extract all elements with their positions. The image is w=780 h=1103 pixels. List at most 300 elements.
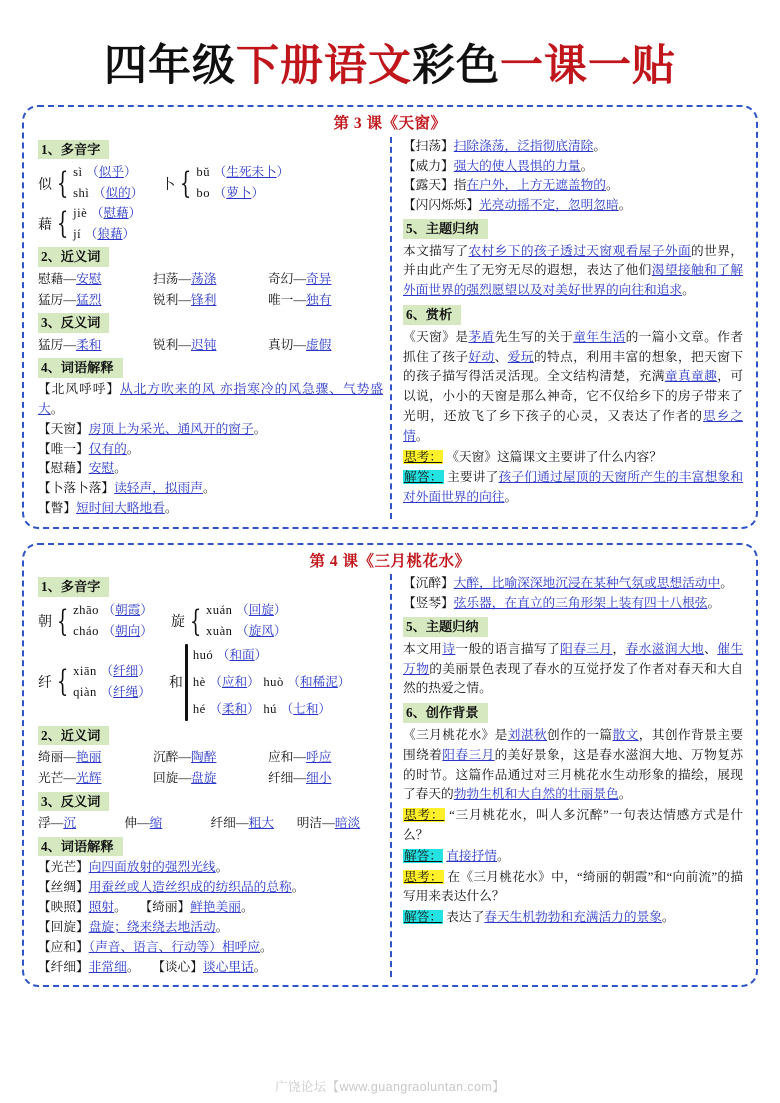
highlighted-text: 好动 [468, 349, 495, 364]
explanation-definition: 在户外，上方无遮盖物的 [466, 178, 606, 193]
pinyin: jiè [73, 205, 91, 220]
pinyin: huò [259, 674, 288, 689]
polyphone-reading [196, 165, 289, 181]
lesson2-left-column [32, 574, 390, 977]
highlighted-text: 童真童趣 [664, 369, 718, 384]
brace-glyph: { [56, 603, 69, 639]
word-source: 回旋— [152, 770, 192, 785]
explanation-term: 【回旋】 [38, 919, 89, 934]
pinyin: hú [259, 702, 281, 717]
explanation-period: 。 [114, 900, 127, 915]
explanation-definition: 向四面放射的强烈光线 [88, 860, 216, 875]
example-word: （似的） [92, 186, 144, 201]
brace-glyph: { [180, 165, 192, 201]
pinyin: sì [73, 165, 87, 180]
question-line [403, 806, 743, 846]
explanation-period: 。 [720, 576, 733, 591]
word-pair [153, 768, 268, 789]
highlighted-text: 农村乡下的孩子透过天窗观看屋子外面 [468, 243, 692, 258]
plain-text: ，可以说，小小的天窗是那么神奇，它不仅给乡下的房子带来了光明，还放飞了乡下孩子的心灵，又表达了作者的 [403, 369, 744, 424]
explanation-term: 【映照】 [38, 900, 89, 915]
explanation-definition: 安慰 [88, 461, 115, 476]
explanation-list-continued [403, 574, 743, 614]
word-pair [124, 813, 210, 834]
word-target: 缩 [149, 816, 163, 831]
plain-text: 。 [661, 910, 675, 925]
word-source: 猛厉— [38, 337, 77, 352]
polyphone-reading [73, 603, 153, 619]
plain-text: 。 [496, 848, 510, 863]
lesson-title: 第 3 课《天窗》 [333, 115, 447, 133]
word-source: 锐利— [152, 292, 192, 307]
word-explanation [403, 176, 743, 196]
word-pair [153, 747, 268, 768]
word-source: 奇幻— [267, 272, 307, 287]
answer-label: 解答： [404, 848, 443, 863]
pinyin: bǔ [196, 165, 214, 180]
highlighted-text: 孩子们通过屋顶的天窗所产生的丰富想象和对外面世界的向往 [403, 470, 744, 505]
polyphone-entry [161, 165, 289, 201]
plain-text: 。 [618, 787, 632, 802]
section-header-theme: 5、主题归纳 [403, 219, 488, 239]
word-pair [297, 813, 383, 834]
example-word: （纤绳） [100, 684, 151, 699]
word-source: 伸— [124, 816, 150, 831]
word-source: 纤细— [210, 816, 249, 831]
example-word: （似乎） [86, 165, 137, 180]
word-explanation [38, 459, 383, 479]
word-source: 应和— [267, 750, 307, 765]
explanation-definition: （声音、语言、行动等）相呼应 [88, 939, 261, 954]
pinyin: xuán [205, 603, 237, 618]
plain-text: 先生写的关于 [494, 329, 574, 344]
explanation-period: 。 [215, 860, 229, 875]
explanation-term: 【应和】 [38, 939, 89, 954]
polyphone-character: 朝 [38, 615, 52, 631]
explanation-period: 。 [202, 481, 216, 496]
word-explanation [403, 594, 743, 614]
pinyin: xuàn [205, 623, 237, 638]
explanation-term: 【谈心】 [152, 959, 203, 974]
explanation-term: 【威力】 [403, 158, 454, 173]
plain-text: 的美好景象，这是春水滋润大地、万物复苏的时节。这篇作品通过对三月桃花水生动形象的描绘，展现了春天的 [403, 747, 744, 802]
polyphone-character: 旋 [170, 615, 185, 631]
polyphone-reading [73, 685, 151, 701]
example-word: （慰藉） [90, 205, 142, 220]
section-header-synonym: 2、近义词 [38, 247, 109, 267]
explanation-definition: 强大的使人畏惧的力量 [453, 158, 581, 173]
polyphone-entry [38, 165, 143, 201]
word-target: 暗淡 [334, 816, 361, 831]
example-word: （朝霞） [102, 603, 153, 618]
word-target: 独有 [306, 292, 332, 307]
word-explanation [38, 440, 383, 460]
title-segment: 下册语文 [236, 43, 412, 90]
explanation-term: 【竖琴】 [403, 596, 454, 611]
explanation-definition: 短时间大略地看 [76, 501, 165, 516]
polyphone-entry [171, 603, 287, 639]
example-word: （狼藉） [84, 226, 136, 241]
plain-text: 表达了 [446, 910, 485, 925]
word-source: 纤细— [267, 770, 307, 785]
explanation-term: 【北风呼呼】 [38, 382, 121, 397]
explanation-term: 【扫荡】 [403, 138, 454, 153]
highlighted-text: 催生万物 [403, 641, 744, 676]
word-pair [268, 768, 383, 789]
pinyin: xiān [73, 663, 101, 678]
think-label: 思考： [404, 808, 445, 823]
word-source: 浮— [38, 816, 64, 831]
word-target: 光辉 [76, 770, 102, 785]
word-source: 光芒— [38, 770, 77, 785]
pinyin: hé [192, 702, 210, 717]
explanation-definition: 扫除涤荡，泛指彻底清除 [453, 138, 594, 153]
plain-text: 的美丽景色表现了春水的互觉抒发了作者对春天和大自然的热爱之情。 [403, 661, 744, 696]
highlighted-text: 童年生活 [573, 329, 626, 344]
plain-text: 、 [494, 349, 508, 364]
plain-text: 主要讲了 [447, 470, 499, 485]
plain-text: 。 [682, 283, 695, 298]
word-source: 真切— [267, 337, 307, 352]
explanation-definition: 鲜艳美丽 [190, 900, 241, 915]
think-label: 思考： [404, 449, 443, 464]
polyphone-character: 藉 [38, 218, 52, 234]
section-header-analysis: 6、创作背景 [403, 703, 488, 723]
word-explanation [403, 196, 743, 216]
word-source: 扫荡— [152, 272, 192, 287]
word-explanation [403, 574, 743, 594]
explanation-period: 。 [253, 959, 267, 974]
pinyin: zhāo [73, 603, 103, 618]
explanation-term: 【沉醉】 [403, 576, 454, 591]
polyphone-row [38, 603, 383, 639]
word-source: 绮丽— [38, 750, 77, 765]
word-target: 粗大 [248, 816, 274, 831]
explanation-definition: 非常细 [88, 959, 127, 974]
example-word: （和面） [216, 647, 268, 662]
answer-line [403, 468, 743, 508]
polyphone-reading [73, 624, 153, 640]
synonym-list [38, 269, 383, 310]
word-target: 猛烈 [76, 292, 102, 307]
word-explanation-row [38, 958, 383, 978]
word-pair [268, 290, 383, 311]
pinyin: shì [73, 186, 93, 201]
explanation-definition: 弦乐器，在直立的三角形架上装有四十八根弦 [453, 596, 708, 611]
lesson1-right-column [390, 137, 748, 519]
word-pair [38, 269, 153, 290]
plain-text: 的世界，并由此产生了无穷无尽的遐想，表达了他们 [403, 243, 744, 278]
word-explanation [38, 878, 383, 898]
pinyin: bo [196, 186, 214, 201]
explanation-definition: 读轻声，拟雨声 [114, 481, 203, 496]
analysis-paragraph [403, 726, 743, 805]
polyphone-row [38, 206, 383, 242]
highlighted-text: 春水滋润大地 [625, 641, 705, 656]
pinyin: hè [192, 674, 210, 689]
word-explanation [38, 858, 383, 878]
highlighted-text: 勃勃生机和大自然的壮丽景色 [453, 787, 619, 802]
plain-text: 在《三月桃花水》中，“绮丽的朝霞”和“向前流”的描写用来表达什么？ [403, 869, 744, 904]
word-pair [38, 813, 124, 834]
plain-text: 创作的一篇 [547, 727, 613, 742]
theme-paragraph [403, 242, 743, 301]
synonym-list [38, 747, 383, 788]
example-word: （纤细） [100, 663, 151, 678]
polyphone-reading [73, 206, 141, 222]
word-explanation [403, 157, 743, 177]
polyphone-entry-he [169, 644, 351, 721]
polyphone-reading [196, 186, 289, 202]
explanation-definition: 用蚕丝或人造丝织成的纺织品的总称 [88, 880, 292, 895]
plain-text: 本文用 [403, 641, 443, 656]
plain-text: 《天窗》是 [403, 329, 469, 344]
polyphone-reading [193, 647, 351, 663]
polyphone-row [38, 644, 383, 721]
word-explanation-row [38, 898, 383, 918]
word-pair [38, 768, 153, 789]
title-segment: 四年级 [104, 43, 236, 90]
explanation-term: 【光芒】 [38, 860, 89, 875]
polyphone-group [38, 603, 383, 721]
word-source: 明洁— [296, 816, 335, 831]
polyphone-character: 纤 [38, 676, 52, 692]
word-target: 沉 [63, 816, 77, 831]
plain-text: 一般的语言描写了 [455, 641, 561, 656]
polyphone-reading [206, 603, 287, 619]
explanation-term: 【露天】 [403, 178, 454, 193]
page-title [0, 0, 780, 105]
lesson-card-2 [22, 543, 758, 988]
answer-label: 解答： [404, 470, 443, 485]
plain-text: 《三月桃花水》是 [403, 727, 508, 742]
explanation-term: 【天窗】 [38, 421, 89, 436]
word-target: 虚假 [306, 337, 332, 352]
explanation-term: 【丝绸】 [38, 880, 89, 895]
explanation-term: 【慰藉】 [38, 461, 89, 476]
highlighted-text: 爱玩 [507, 349, 534, 364]
plain-text: 的一篇小文章。作者抓住了孩子 [403, 329, 744, 364]
word-target: 奇异 [306, 272, 332, 287]
question-line [403, 448, 743, 468]
explanation-period: 。 [50, 401, 64, 416]
highlighted-text: 思乡之情 [403, 409, 744, 443]
polyphone-reading [73, 664, 151, 680]
explanation-period: 。 [618, 198, 632, 213]
polyphone-entry [38, 206, 141, 242]
section-header-antonym: 3、反义词 [38, 792, 109, 812]
explanation-period: 。 [580, 158, 594, 173]
section-header-explain: 4、词语解释 [38, 837, 123, 857]
word-pair [153, 269, 268, 290]
lesson1-left-column [32, 137, 390, 519]
explanation-lead: 指 [453, 178, 467, 193]
highlighted-text: 春天生机勃勃和充满活力的景象 [484, 910, 662, 925]
explanation-period: 。 [260, 939, 273, 954]
explanation-definition: 仅有的 [88, 441, 127, 456]
word-explanation [38, 380, 383, 420]
example-word: （和稀泥） [287, 674, 351, 689]
pinyin: qiàn [73, 684, 101, 699]
answer-line [403, 908, 743, 928]
section-header-polyphone: 1、多音字 [38, 577, 109, 597]
example-word: （回旋） [236, 603, 287, 618]
example-word: （柔和） [209, 702, 260, 717]
word-pair [38, 747, 153, 768]
think-label: 思考： [404, 869, 443, 884]
plain-text: 。 [504, 490, 518, 505]
explanation-definition: 谈心里话 [202, 959, 254, 974]
plain-text: 本文描写了 [403, 243, 469, 258]
antonym-list [38, 335, 383, 356]
plain-text: ， [612, 641, 626, 656]
explanation-term: 【卜落卜落】 [38, 481, 115, 496]
word-target: 安慰 [76, 272, 102, 287]
example-word: （旋风） [236, 623, 287, 638]
word-target: 荡涤 [191, 272, 217, 287]
word-pair [153, 335, 268, 356]
word-explanation [38, 918, 383, 938]
lesson2-right-column [390, 574, 748, 977]
lesson-title: 第 4 课《三月桃花水》 [309, 552, 471, 570]
explanation-period: 。 [253, 421, 267, 436]
word-target: 呼应 [306, 750, 332, 765]
example-word: （七和） [280, 702, 331, 717]
polyphone-reading [73, 186, 143, 202]
polyphone-character: 和 [168, 676, 183, 692]
watermark: 广饶论坛【www.guangraoluntan.com】 [274, 1080, 506, 1094]
word-pair [268, 747, 383, 768]
word-explanation [38, 499, 383, 519]
explanation-term: 【瞥】 [38, 501, 77, 516]
brace-glyph: { [56, 165, 69, 201]
explanation-definition: 房顶上为采光、通风开的窗子 [88, 421, 254, 436]
pinyin: huó [192, 647, 217, 662]
question-line [403, 868, 743, 908]
brace-glyph: { [56, 664, 69, 700]
answer-label: 解答： [404, 910, 443, 925]
explanation-term: 【闪闪烁烁】 [403, 198, 480, 213]
highlighted-text: 茅盾 [468, 329, 495, 344]
highlighted-text: 直接抒情 [446, 848, 497, 863]
explanation-period: 。 [291, 880, 305, 895]
theme-paragraph [403, 640, 743, 699]
brace-glyph: { [56, 206, 69, 242]
explanation-definition: 大醉，比喻深深地沉浸在某种气氛或思想活动中 [453, 576, 721, 591]
section-header-theme: 5、主题归纳 [403, 617, 488, 637]
word-pair [211, 813, 297, 834]
section-header-antonym: 3、反义词 [38, 313, 109, 333]
explanation-period: 。 [606, 178, 619, 193]
analysis-paragraph [403, 328, 743, 447]
plain-text: ，其创作背景主要围绕着 [403, 727, 744, 762]
explanation-period: 。 [241, 900, 254, 915]
pinyin: cháo [73, 623, 103, 638]
plain-text: 《天窗》这篇课文主要讲了什么内容？ [446, 449, 662, 464]
word-pair [268, 269, 383, 290]
explanation-period: 。 [114, 461, 127, 476]
qa-group [403, 806, 743, 928]
plain-text: 的特点，利用丰富的想象，把天窗下的孩子描写得活灵活现。全文结构清楚，充满 [403, 349, 744, 384]
word-pair [153, 290, 268, 311]
word-explanation [38, 938, 383, 958]
highlighted-text: 刘湛秋 [507, 727, 548, 742]
plain-text: 、 [704, 641, 718, 656]
explanation-term: 【绮丽】 [139, 900, 191, 915]
explanation-period: 。 [164, 501, 178, 516]
polyphone-entry [38, 603, 153, 639]
explanation-definition: 照射 [88, 900, 115, 915]
explanation-term: 【唯一】 [38, 441, 89, 456]
qa-group [403, 448, 743, 508]
plain-text: 。 [415, 428, 429, 443]
lesson-card-1 [22, 105, 758, 529]
example-word: （朝向） [102, 623, 153, 638]
section-header-explain: 4、词语解释 [38, 358, 123, 378]
polyphone-group [38, 165, 383, 242]
pinyin: jí [73, 226, 85, 241]
word-pair [38, 335, 153, 356]
polyphone-reading [73, 165, 143, 181]
word-explanation [38, 479, 383, 499]
polyphone-reading [193, 701, 351, 717]
explanation-definition: 盘旋；绕来绕去地活动 [88, 919, 216, 934]
word-target: 陶醉 [191, 750, 217, 765]
explanation-list-continued [403, 137, 743, 216]
word-explanation [403, 137, 743, 157]
example-word: （生死未卜） [213, 165, 290, 180]
word-source: 慰藉— [38, 272, 77, 287]
title-segment: 一课一贴 [500, 43, 676, 90]
antonym-list [38, 813, 383, 834]
highlighted-text: 渴望接触和了解外面世界的强烈愿望以及对美好世界的向往和追求 [403, 263, 744, 298]
explanation-definition: 光亮动摇不定，忽明忽暗 [479, 198, 619, 213]
explanation-period: 。 [707, 596, 721, 611]
word-target: 盘旋 [191, 770, 217, 785]
explanation-period: 。 [215, 919, 229, 934]
explanation-term: 【纤细】 [38, 959, 89, 974]
title-segment: 彩色 [412, 43, 500, 90]
explanation-period: 。 [593, 138, 606, 153]
explanation-list [38, 380, 383, 519]
section-header-analysis: 6、赏析 [403, 305, 461, 325]
brace-bar [185, 644, 188, 721]
example-word: （萝卜） [213, 186, 265, 201]
highlighted-text: 诗 [442, 641, 456, 656]
word-target: 艳丽 [76, 750, 102, 765]
polyphone-entry [38, 644, 151, 721]
highlighted-text: 阳春三月 [442, 747, 495, 762]
example-word: （应和） [209, 674, 260, 689]
polyphone-reading [73, 227, 141, 243]
word-target: 柔和 [76, 337, 102, 352]
polyphone-character: 似 [38, 177, 52, 193]
word-pair [38, 290, 153, 311]
explanation-period: 。 [126, 959, 140, 974]
word-target: 迟钝 [191, 337, 217, 352]
polyphone-reading [206, 624, 287, 640]
polyphone-character: 卜 [161, 177, 176, 193]
word-source: 唯一— [267, 292, 307, 307]
word-target: 细小 [306, 770, 332, 785]
explanation-list [38, 858, 383, 977]
word-target: 锋利 [191, 292, 217, 307]
highlighted-text: 散文 [612, 727, 639, 742]
answer-line [403, 847, 743, 867]
word-explanation [38, 420, 383, 440]
explanation-definition: 从北方吹来的风 亦指寒冷的风急骤、气势盛大 [38, 382, 384, 416]
word-source: 锐利— [152, 337, 192, 352]
